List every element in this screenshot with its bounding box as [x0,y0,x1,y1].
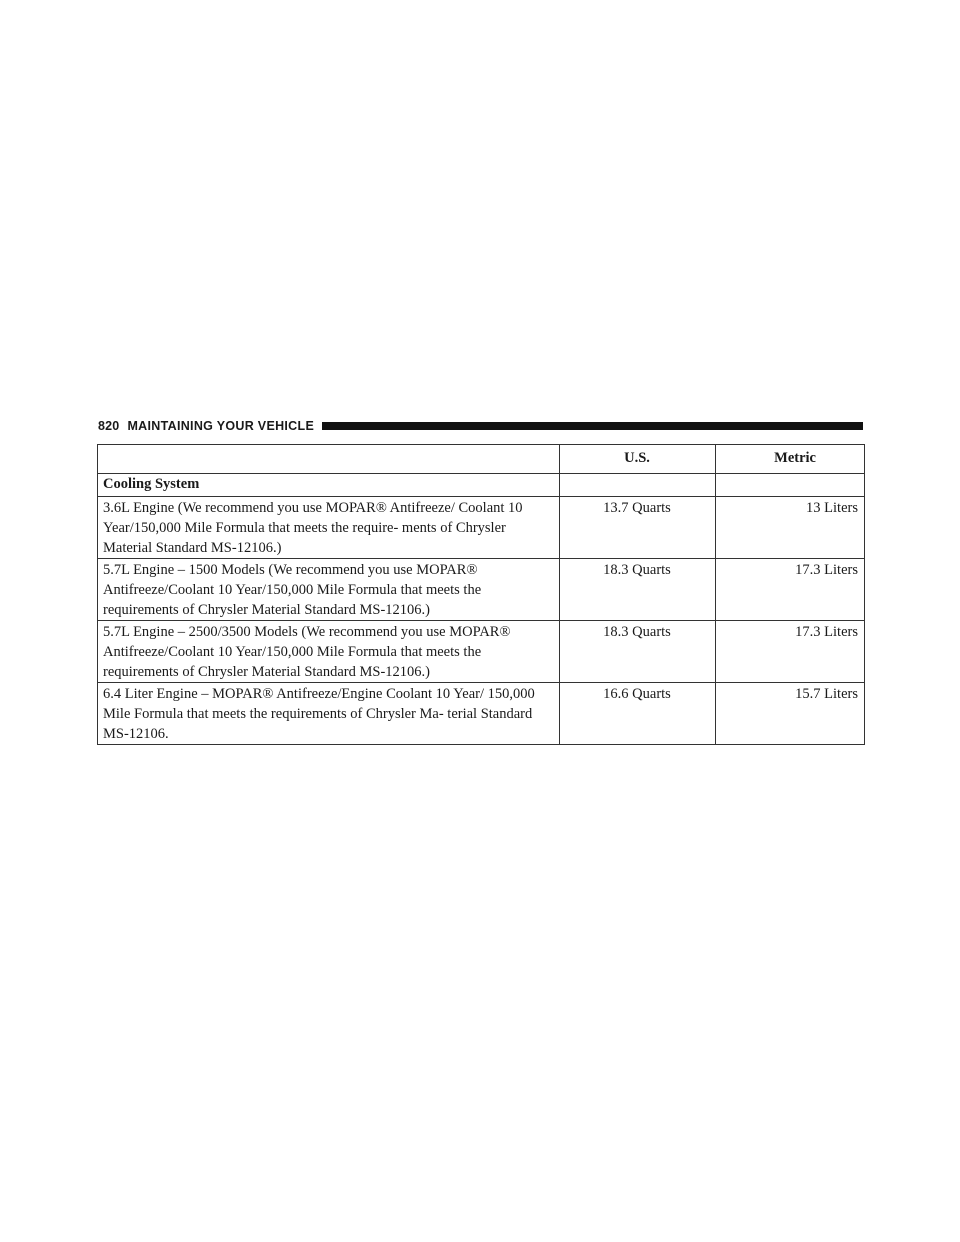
row-metric-value: 17.3 Liters [716,559,865,621]
table-group-row [98,474,865,497]
table-row [98,559,865,621]
table-row [98,621,865,683]
row-metric-value: 15.7 Liters [716,683,865,745]
column-header-metric: Metric [716,445,865,474]
row-description: 6.4 Liter Engine – MOPAR® Antifreeze/Engine Coolant 10 Year/ 150,000 Mile Formula that meets the requirements of Chrysler Ma- terial Standard MS-12106. [98,683,560,745]
row-us-value: 16.6 Quarts [560,683,716,745]
page-header [98,417,863,435]
row-us-value: 13.7 Quarts [560,497,716,559]
row-description: 3.6L Engine (We recommend you use MOPAR® Antifreeze/ Coolant 10 Year/150,000 Mile Formula that meets the require- ments of Chrysler Material Standard MS-12106.) [98,497,560,559]
row-us-value: 18.3 Quarts [560,559,716,621]
table-row [98,497,865,559]
page-number: 820 [98,419,120,433]
coolant-capacity-table [97,444,865,745]
table-header-row [98,445,865,474]
column-header-us: U.S. [560,445,716,474]
row-metric-value: 13 Liters [716,497,865,559]
row-us-value: 18.3 Quarts [560,621,716,683]
group-label: Cooling System [98,474,560,497]
row-description: 5.7L Engine – 2500/3500 Models (We recommend you use MOPAR® Antifreeze/Coolant 10 Year/150,000 Mile Formula that meets the requirements of Chrysler Material Standard MS-12106.) [98,621,560,683]
group-empty-cell [716,474,865,497]
row-metric-value: 17.3 Liters [716,621,865,683]
column-header-description [98,445,560,474]
section-title: MAINTAINING YOUR VEHICLE [127,419,315,433]
group-empty-cell [560,474,716,497]
header-rule [322,422,863,430]
row-description: 5.7L Engine – 1500 Models (We recommend you use MOPAR® Antifreeze/Coolant 10 Year/150,000 Mile Formula that meets the requirements of Chrysler Material Standard MS-12106.) [98,559,560,621]
table-row [98,683,865,745]
